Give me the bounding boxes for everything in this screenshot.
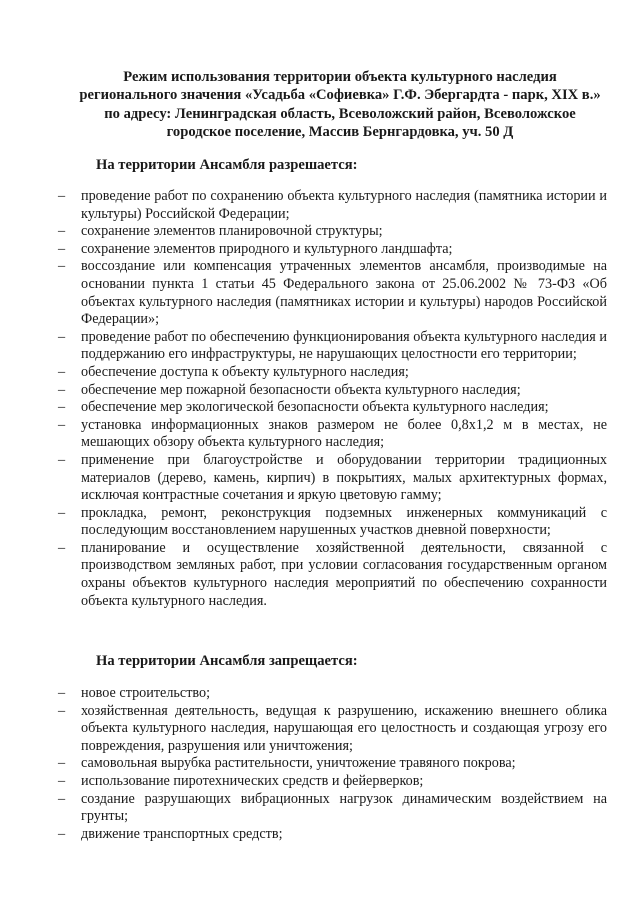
dash-bullet: – [58,539,66,556]
dash-bullet: – [58,451,66,468]
dash-bullet: – [58,223,66,240]
dash-bullet: – [58,399,66,416]
list-item-text: проведение работ по обеспечению функционирования объекта культурного наследия и поддержанию его инфраструктуры, не нарушающих целостности его территории; [81,328,607,363]
list-item [58,755,607,773]
dash-bullet: – [58,381,66,398]
list-item [58,364,607,382]
list-item [58,329,607,364]
document-title [60,68,620,141]
title-line-3: по адресу: Ленинградская область, Всеволожский район, Всеволожское [104,105,576,122]
list-item [58,399,607,417]
title-line-4: городское поселение, Массив Бернгардовка, уч. 50 Д [166,123,514,140]
list-item-text: применение при благоустройстве и оборудовании территории традиционных материалов (дерево, камень, кирпич) в покрытиях, малых архитектурных формах, исключая контрастные сочетания и яркую цветовую гамму; [81,451,607,504]
list-item-text: проведение работ по сохранению объекта культурного наследия (памятника истории и культуры) Российской Федерации; [81,188,607,222]
forbidden-list [58,685,607,843]
dash-bullet: – [58,772,66,789]
list-item-text: обеспечение мер пожарной безопасности объекта культурного наследия; [81,381,521,398]
list-item-text: создание разрушающих вибрационных нагрузок динамическим воздействием на грунты; [81,790,607,825]
dash-bullet: – [58,328,66,345]
list-item [58,791,607,826]
dash-bullet: – [58,240,66,257]
list-item [58,382,607,400]
list-item-text: использование пиротехнических средств и фейерверков; [81,772,424,789]
title-line-2: регионального значения «Усадьба «Софиевка» Г.Ф. Эбергардта - парк, XIX в.» [79,87,601,104]
list-item [58,188,607,223]
list-item-text: обеспечение доступа к объекту культурного наследия; [81,363,409,380]
list-item [58,452,607,505]
list-item [58,417,607,452]
dash-bullet: – [58,685,66,701]
list-item [58,505,607,540]
list-item [58,223,607,241]
list-item-text: обеспечение мер экологической безопасности объекта культурного наследия; [81,399,549,416]
dash-bullet: – [58,188,66,204]
dash-bullet: – [58,258,66,275]
allowed-heading: На территории Ансамбля разрешается: [96,157,358,173]
list-item-text: планирование и осуществление хозяйственной деятельности, связанной с производством земляных работ, при условии согласования государственным органом охраны объектов культурного наследия мероприятий по обеспечению сохранности объекта культурного наследия. [81,539,607,609]
allowed-list [58,188,607,610]
list-item-text: новое строительство; [81,685,211,701]
list-item-text: сохранение элементов природного и культурного ландшафта; [81,240,453,257]
list-item [58,540,607,610]
dash-bullet: – [58,790,66,807]
list-item-text: прокладка, ремонт, реконструкция подземных инженерных коммуникаций с последующим восстановлением нарушенных участков дневной поверхности; [81,504,607,539]
list-item [58,773,607,791]
list-item-text: движение транспортных средств; [81,825,283,842]
list-item [58,703,607,756]
dash-bullet: – [58,363,66,380]
list-item [58,241,607,259]
list-item-text: сохранение элементов планировочной структуры; [81,223,383,240]
list-item [58,826,607,844]
title-line-1: Режим использования территории объекта культурного наследия [123,69,557,85]
forbidden-heading: На территории Ансамбля запрещается: [96,653,358,669]
list-item-text: воссоздание или компенсация утраченных элементов ансамбля, производимые на основании пункта 1 статьи 45 Федерального закона от 25.06.2002 № 73-ФЗ «Об объектах культурного наследия (памятниках истории и культуры) народов Российской Федерации»; [81,258,607,328]
list-item [58,685,607,703]
dash-bullet: – [58,702,66,719]
list-item-text: самовольная вырубка растительности, уничтожение травяного покрова; [81,755,516,772]
dash-bullet: – [58,825,66,842]
list-item-text: хозяйственная деятельность, ведущая к разрушению, искажению внешнего облика объекта культурного наследия, нарушающая его целостность и создающая угрозу его повреждения, разрушения или уничтожения; [81,702,607,754]
list-item-text: установка информационных знаков размером не более 0,8х1,2 м в местах, не мешающих обзору объекта культурного наследия; [81,416,607,451]
dash-bullet: – [58,755,66,772]
dash-bullet: – [58,416,66,433]
list-item [58,258,607,328]
dash-bullet: – [58,504,66,521]
